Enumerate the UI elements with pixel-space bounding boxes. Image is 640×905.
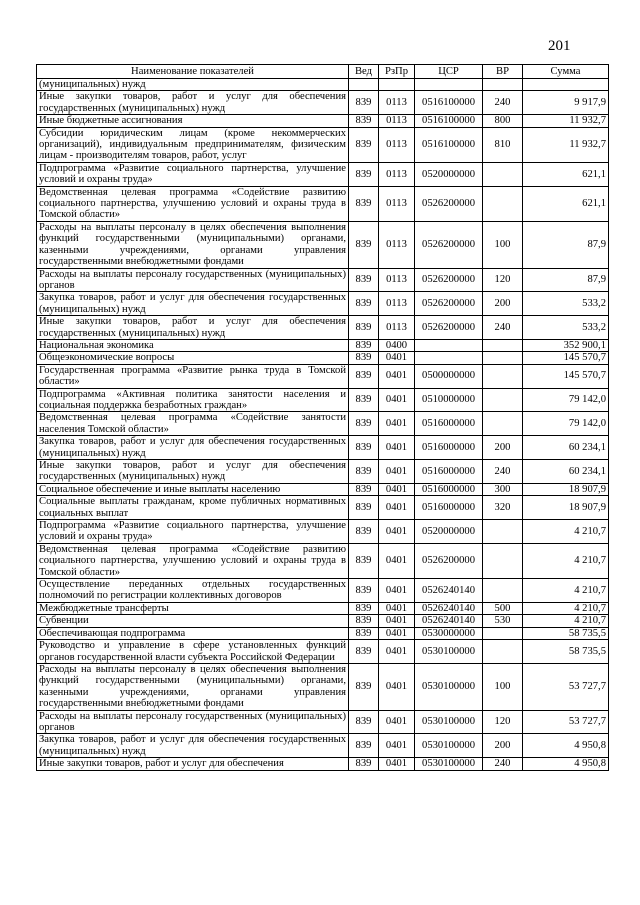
budget-table	[36, 64, 609, 771]
row-sum: 87,9	[523, 268, 609, 292]
row-name: Закупка товаров, работ и услуг для обеспечения государственных (муниципальных) нужд	[37, 292, 349, 316]
row-ved: 839	[349, 316, 379, 340]
row-vr: 200	[483, 436, 523, 460]
row-csr: 0520000000	[415, 520, 483, 544]
row-rzpr: 0401	[379, 483, 415, 495]
row-rzpr: 0113	[379, 115, 415, 127]
row-ved: 839	[349, 627, 379, 639]
row-ved: 839	[349, 292, 379, 316]
table-row	[37, 520, 609, 544]
row-name: Общеэкономические вопросы	[37, 352, 349, 364]
row-csr: 0526200000	[415, 221, 483, 268]
row-sum: 533,2	[523, 292, 609, 316]
row-ved: 839	[349, 127, 379, 162]
row-ved	[349, 79, 379, 91]
row-name: Расходы на выплаты персоналу в целях обеспечения выполнения функций государственными (муниципальными) органами, казенными учреждениями, органами управления государственными внебюджетными фондами	[37, 663, 349, 710]
row-vr: 200	[483, 292, 523, 316]
header-ved: Вед	[349, 65, 379, 79]
table-row	[37, 496, 609, 520]
table-row	[37, 436, 609, 460]
row-name: Ведомственная целевая программа «Содействие занятости населения Томской области»	[37, 412, 349, 436]
row-csr: 0500000000	[415, 364, 483, 388]
row-csr	[415, 79, 483, 91]
row-csr: 0516100000	[415, 91, 483, 115]
row-csr: 0526200000	[415, 268, 483, 292]
row-sum: 352 900,1	[523, 339, 609, 351]
table-row	[37, 127, 609, 162]
row-rzpr: 0401	[379, 496, 415, 520]
table-row	[37, 339, 609, 351]
row-sum: 18 907,9	[523, 496, 609, 520]
row-csr: 0530000000	[415, 627, 483, 639]
row-name: Расходы на выплаты персоналу государственных (муниципальных) органов	[37, 710, 349, 734]
row-sum: 79 142,0	[523, 412, 609, 436]
row-csr: 0526240140	[415, 602, 483, 614]
table-row	[37, 352, 609, 364]
table-row	[37, 615, 609, 627]
header-csr: ЦСР	[415, 65, 483, 79]
row-rzpr: 0401	[379, 436, 415, 460]
row-name: Государственная программа «Развитие рынка труда в Томской области»	[37, 364, 349, 388]
row-ved: 839	[349, 602, 379, 614]
row-ved: 839	[349, 436, 379, 460]
row-csr: 0526240140	[415, 615, 483, 627]
table-row	[37, 734, 609, 758]
table-row	[37, 91, 609, 115]
row-csr: 0530100000	[415, 734, 483, 758]
row-ved: 839	[349, 388, 379, 412]
row-sum: 53 727,7	[523, 663, 609, 710]
table-row	[37, 268, 609, 292]
row-name: (муниципальных) нужд	[37, 79, 349, 91]
row-csr: 0530100000	[415, 758, 483, 770]
table-row	[37, 758, 609, 770]
row-ved: 839	[349, 115, 379, 127]
row-sum: 79 142,0	[523, 388, 609, 412]
row-vr	[483, 162, 523, 186]
header-sum: Сумма	[523, 65, 609, 79]
row-sum: 58 735,5	[523, 627, 609, 639]
table-row	[37, 543, 609, 578]
row-sum: 53 727,7	[523, 710, 609, 734]
row-sum: 4 950,8	[523, 758, 609, 770]
table-row	[37, 579, 609, 603]
row-vr	[483, 79, 523, 91]
table-row	[37, 316, 609, 340]
row-ved: 839	[349, 221, 379, 268]
row-rzpr: 0401	[379, 615, 415, 627]
row-rzpr: 0113	[379, 162, 415, 186]
row-name: Расходы на выплаты персоналу государственных (муниципальных) органов	[37, 268, 349, 292]
row-ved: 839	[349, 640, 379, 664]
row-rzpr: 0113	[379, 292, 415, 316]
header-vr: ВР	[483, 65, 523, 79]
row-rzpr: 0401	[379, 602, 415, 614]
row-csr: 0526200000	[415, 543, 483, 578]
row-rzpr: 0113	[379, 268, 415, 292]
row-ved: 839	[349, 710, 379, 734]
row-csr: 0520000000	[415, 162, 483, 186]
row-ved: 839	[349, 162, 379, 186]
table-row	[37, 483, 609, 495]
row-sum: 533,2	[523, 316, 609, 340]
row-rzpr: 0401	[379, 520, 415, 544]
row-vr	[483, 579, 523, 603]
row-name: Закупка товаров, работ и услуг для обеспечения государственных (муниципальных) нужд	[37, 734, 349, 758]
row-ved: 839	[349, 91, 379, 115]
row-sum: 4 210,7	[523, 520, 609, 544]
row-vr: 800	[483, 115, 523, 127]
row-ved: 839	[349, 186, 379, 221]
row-ved: 839	[349, 352, 379, 364]
row-name: Национальная экономика	[37, 339, 349, 351]
table-row	[37, 710, 609, 734]
row-ved: 839	[349, 663, 379, 710]
table-row	[37, 627, 609, 639]
table-row	[37, 292, 609, 316]
row-vr: 320	[483, 496, 523, 520]
row-name: Подпрограмма «Развитие социального партнерства, улучшение условий и охраны труда»	[37, 162, 349, 186]
row-rzpr: 0401	[379, 364, 415, 388]
row-rzpr: 0401	[379, 352, 415, 364]
row-csr: 0530100000	[415, 663, 483, 710]
row-ved: 839	[349, 460, 379, 484]
row-name: Иные закупки товаров, работ и услуг для обеспечения государственных (муниципальных) нужд	[37, 460, 349, 484]
row-csr: 0516100000	[415, 127, 483, 162]
row-rzpr: 0401	[379, 710, 415, 734]
row-sum: 58 735,5	[523, 640, 609, 664]
row-name: Социальные выплаты гражданам, кроме публичных нормативных социальных выплат	[37, 496, 349, 520]
row-ved: 839	[349, 268, 379, 292]
row-rzpr: 0113	[379, 316, 415, 340]
table-row	[37, 388, 609, 412]
row-vr: 300	[483, 483, 523, 495]
row-rzpr: 0113	[379, 127, 415, 162]
row-csr: 0516000000	[415, 436, 483, 460]
row-name: Ведомственная целевая программа «Содействие развитию социального партнерства, улучшению условий и охраны труда в Томской области»	[37, 186, 349, 221]
row-ved: 839	[349, 734, 379, 758]
row-vr	[483, 520, 523, 544]
row-sum: 11 932,7	[523, 115, 609, 127]
table-row	[37, 115, 609, 127]
row-rzpr: 0401	[379, 388, 415, 412]
row-vr: 240	[483, 758, 523, 770]
table-row	[37, 460, 609, 484]
row-rzpr: 0113	[379, 221, 415, 268]
table-row	[37, 221, 609, 268]
row-csr: 0526200000	[415, 316, 483, 340]
row-vr	[483, 352, 523, 364]
row-ved: 839	[349, 543, 379, 578]
table-row	[37, 79, 609, 91]
row-vr: 120	[483, 710, 523, 734]
row-csr: 0526200000	[415, 292, 483, 316]
row-sum: 4 210,7	[523, 615, 609, 627]
row-name: Осуществление переданных отдельных государственных полномочий по регистрации коллективных договоров	[37, 579, 349, 603]
row-csr: 0516000000	[415, 496, 483, 520]
row-sum: 11 932,7	[523, 127, 609, 162]
row-name: Социальное обеспечение и иные выплаты населению	[37, 483, 349, 495]
row-csr: 0526240140	[415, 579, 483, 603]
row-ved: 839	[349, 579, 379, 603]
row-sum: 4 210,7	[523, 543, 609, 578]
row-name: Обеспечивающая подпрограмма	[37, 627, 349, 639]
page-number: 201	[548, 38, 571, 54]
row-ved: 839	[349, 520, 379, 544]
row-csr	[415, 339, 483, 351]
row-vr: 240	[483, 316, 523, 340]
table-row	[37, 186, 609, 221]
row-sum: 145 570,7	[523, 364, 609, 388]
row-sum: 621,1	[523, 186, 609, 221]
row-sum: 87,9	[523, 221, 609, 268]
row-ved: 839	[349, 364, 379, 388]
row-vr: 100	[483, 221, 523, 268]
row-vr	[483, 543, 523, 578]
row-vr	[483, 388, 523, 412]
row-vr: 530	[483, 615, 523, 627]
row-ved: 839	[349, 496, 379, 520]
row-name: Ведомственная целевая программа «Содействие развитию социального партнерства, улучшению условий и охраны труда в Томской области»	[37, 543, 349, 578]
row-sum: 4 210,7	[523, 602, 609, 614]
row-rzpr: 0113	[379, 91, 415, 115]
row-sum: 621,1	[523, 162, 609, 186]
row-name: Закупка товаров, работ и услуг для обеспечения государственных (муниципальных) нужд	[37, 436, 349, 460]
row-name: Субсидии юридическим лицам (кроме некоммерческих организаций), индивидуальным предпринимателям, физическим лицам - производителям товаров, работ, услуг	[37, 127, 349, 162]
row-name: Субвенции	[37, 615, 349, 627]
table-row	[37, 663, 609, 710]
row-ved: 839	[349, 339, 379, 351]
row-csr: 0510000000	[415, 388, 483, 412]
row-vr	[483, 627, 523, 639]
row-csr: 0530100000	[415, 710, 483, 734]
table-row	[37, 162, 609, 186]
row-vr: 810	[483, 127, 523, 162]
row-name: Иные закупки товаров, работ и услуг для обеспечения государственных (муниципальных) нужд	[37, 91, 349, 115]
row-rzpr: 0400	[379, 339, 415, 351]
row-ved: 839	[349, 483, 379, 495]
row-vr	[483, 364, 523, 388]
row-vr	[483, 412, 523, 436]
row-vr: 120	[483, 268, 523, 292]
row-rzpr: 0401	[379, 627, 415, 639]
row-vr: 500	[483, 602, 523, 614]
row-ved: 839	[349, 615, 379, 627]
row-rzpr: 0401	[379, 412, 415, 436]
row-rzpr: 0401	[379, 543, 415, 578]
row-sum	[523, 79, 609, 91]
row-rzpr: 0401	[379, 758, 415, 770]
row-vr: 240	[483, 91, 523, 115]
row-name: Руководство и управление в сфере установленных функций органов государственной власти субъекта Российской Федерации	[37, 640, 349, 664]
row-sum: 4 950,8	[523, 734, 609, 758]
row-rzpr: 0401	[379, 460, 415, 484]
row-csr	[415, 352, 483, 364]
table-row	[37, 602, 609, 614]
row-sum: 4 210,7	[523, 579, 609, 603]
row-rzpr: 0401	[379, 734, 415, 758]
row-rzpr	[379, 79, 415, 91]
row-csr: 0516000000	[415, 412, 483, 436]
row-rzpr: 0113	[379, 186, 415, 221]
row-csr: 0526200000	[415, 186, 483, 221]
row-vr	[483, 339, 523, 351]
row-vr	[483, 640, 523, 664]
row-name: Подпрограмма «Развитие социального партнерства, улучшение условий и охраны труда»	[37, 520, 349, 544]
row-ved: 839	[349, 758, 379, 770]
table-row	[37, 364, 609, 388]
row-vr	[483, 186, 523, 221]
row-name: Иные бюджетные ассигнования	[37, 115, 349, 127]
row-csr: 0516000000	[415, 460, 483, 484]
row-csr: 0516000000	[415, 483, 483, 495]
row-sum: 9 917,9	[523, 91, 609, 115]
row-vr: 100	[483, 663, 523, 710]
row-name: Подпрограмма «Активная политика занятости населения и социальная поддержка безработных граждан»	[37, 388, 349, 412]
row-rzpr: 0401	[379, 579, 415, 603]
row-name: Иные закупки товаров, работ и услуг для обеспечения государственных (муниципальных) нужд	[37, 316, 349, 340]
row-rzpr: 0401	[379, 640, 415, 664]
row-rzpr: 0401	[379, 663, 415, 710]
row-name: Межбюджетные трансферты	[37, 602, 349, 614]
row-sum: 60 234,1	[523, 460, 609, 484]
row-sum: 145 570,7	[523, 352, 609, 364]
row-name: Расходы на выплаты персоналу в целях обеспечения выполнения функций государственными (муниципальными) органами, казенными учреждениями, органами управления государственными внебюджетными фондами	[37, 221, 349, 268]
row-name: Иные закупки товаров, работ и услуг для обеспечения	[37, 758, 349, 770]
table-header-row	[37, 65, 609, 79]
row-sum: 18 907,9	[523, 483, 609, 495]
row-vr: 200	[483, 734, 523, 758]
header-rzpr: РзПр	[379, 65, 415, 79]
row-sum: 60 234,1	[523, 436, 609, 460]
row-ved: 839	[349, 412, 379, 436]
header-name: Наименование показателей	[37, 65, 349, 79]
table-row	[37, 640, 609, 664]
row-csr: 0530100000	[415, 640, 483, 664]
row-vr: 240	[483, 460, 523, 484]
table-row	[37, 412, 609, 436]
row-csr: 0516100000	[415, 115, 483, 127]
